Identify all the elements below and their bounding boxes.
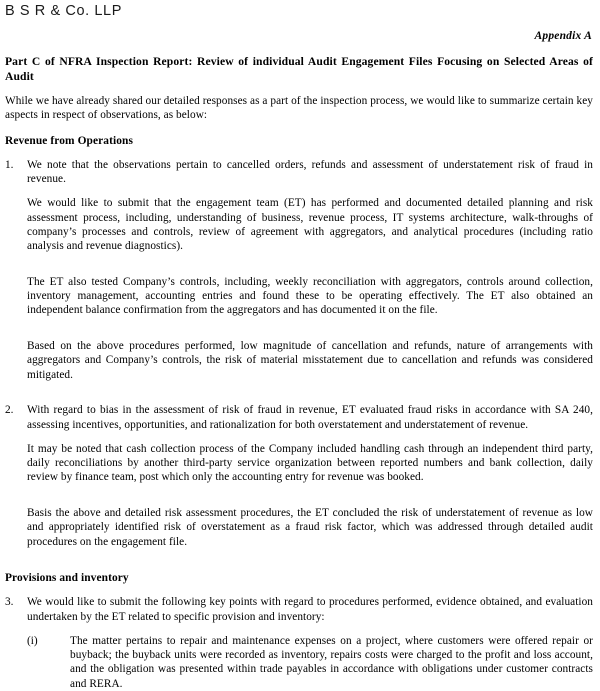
list-marker: 2.	[5, 404, 14, 417]
body-paragraph: Basis the above and detailed risk assessment procedures, the ET concluded the risk of understatement of revenue as low and appropriately identified risk of overstatement as a fraud risk factor, which was addressed through detailed audit procedures on the engagement file.	[27, 507, 593, 548]
list-item-text: With regard to bias in the assessment of risk of fraud in revenue, ET evaluated fraud risks in accordance with SA 240, assessing incentives, opportunities, and rationalization for both overstatement and understatement of revenue.	[27, 404, 593, 431]
body-paragraph: It may be noted that cash collection process of the Company included handling cash through an independent third party, daily reconciliations by another third-party service organization between reported numbers and bank collection, daily review by finance team, post which only the accounting entry for revenue was booked.	[27, 442, 593, 484]
section-heading-provisions: Provisions and inventory	[5, 572, 129, 585]
list-item-text: We would like to submit the following key points with regard to procedures performed, evidence obtained, and evaluation undertaken by the ET related to specific provision and inventory:	[27, 596, 593, 623]
page-title: Part C of NFRA Inspection Report: Review of individual Audit Engagement Files Focusing on Selected Areas of Audit	[5, 55, 593, 83]
body-paragraph: We would like to submit that the engagement team (ET) has performed and documented detailed planning and risk assessment process, including, understanding of business, revenue process, IT systems architecture, walk-throughs of company’s processes and controls, review of agreement with aggregators, and analytical procedures (including ratio analysis and revenue diagnostics).	[27, 197, 593, 253]
numbered-item	[5, 585, 593, 624]
list-item-text: We note that the observations pertain to cancelled orders, refunds and assessment of understatement risk of fraud in revenue.	[27, 158, 593, 186]
appendix-label: Appendix A	[534, 30, 592, 42]
numbered-item	[5, 393, 593, 432]
section-heading-revenue: Revenue from Operations	[5, 134, 134, 147]
firm-name-header: B S R & Co. LLP	[5, 3, 122, 19]
sub-list-marker: (i)	[27, 634, 38, 647]
numbered-item	[5, 148, 593, 187]
intro-paragraph: While we have already shared our detailed responses as a part of the inspection process, we would like to summarize certain key aspects in respect of observations, as below:	[5, 95, 593, 122]
page-content	[5, 0, 593, 691]
body-paragraph: The ET also tested Company’s controls, including, weekly reconciliation with aggregators, controls around collection, inventory management, accounting entries and found these to be operating effectively. The ET also obtained an independent balance confirmation from the aggregators and has documented it on the file.	[27, 275, 593, 317]
list-marker: 3.	[5, 596, 14, 609]
list-marker: 1.	[5, 158, 14, 171]
sub-list-item-text: The matter pertains to repair and maintenance expenses on a project, where customers were offered repair or buyback; the buyback units were recorded as inventory, repairs costs were charged to the profit and loss account, and the obligation was presented within trade payables in accordance with obligations under customer contracts and RERA.	[70, 634, 593, 690]
body-paragraph: Based on the above procedures performed, low magnitude of cancellation and refunds, nature of arrangements with aggregators and Company’s controls, the risk of material misstatement due to cancellation and refunds was considered mitigated.	[27, 340, 593, 381]
sub-list-item	[27, 624, 593, 691]
